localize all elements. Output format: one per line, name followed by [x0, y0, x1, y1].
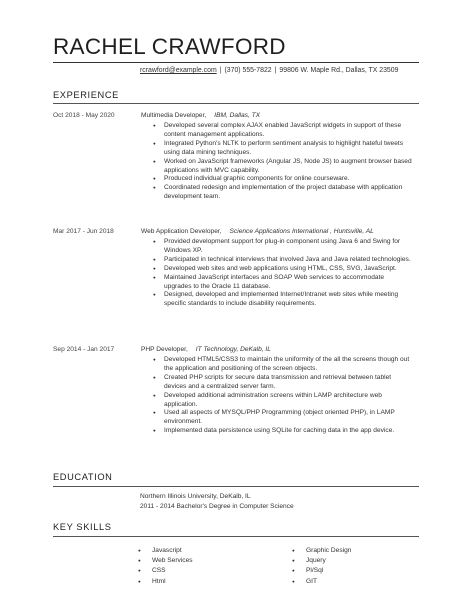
- job-title: [141, 112, 260, 119]
- job-employer: Science Applications International , Huntsville, AL: [229, 228, 374, 235]
- skill-item: ● Jquery: [292, 556, 351, 566]
- job-employer: IT Technology, DeKalb, IL: [195, 346, 271, 353]
- job-role: Multimedia Developer,: [141, 112, 207, 119]
- job-role: PHP Developer,: [141, 346, 188, 353]
- job-bullet: ● Developed additional administration screens within LAMP architecture web application.: [154, 392, 412, 410]
- job-bullet: ● Worked on JavaScript frameworks (Angular JS, Node JS) to augment browser based applications with MVC capability.: [154, 158, 412, 176]
- job-bullet-list: [154, 122, 412, 202]
- education-heading: EDUCATION: [53, 472, 113, 482]
- contact-line: [140, 67, 398, 74]
- job-bullet: ● Implemented data persistence using SQLite for caching data in the app device.: [154, 427, 412, 436]
- job-title: [141, 228, 374, 235]
- job-bullet: ● Maintained JavaScript interfaces and SOAP Web services to accommodate upgrades to the Oracle 11 database.: [154, 274, 412, 292]
- job-bullet: ● Developed several complex AJAX enabled JavaScript widgets in support of these content management applications.: [154, 122, 412, 140]
- experience-divider: [53, 103, 419, 104]
- job-bullet: ● Developed HTML5/CSS3 to maintain the uniformity of the all the screens though out the application and positioning of the screen objects.: [154, 356, 412, 374]
- education-school: Northern Illinois University, DeKalb, IL: [140, 493, 251, 500]
- skill-item: ● Html: [138, 577, 193, 587]
- job-dates: Mar 2017 - Jun 2018: [53, 228, 114, 235]
- job-bullet: ● Participated in technical interviews that involved Java and Java related technologies.: [154, 256, 412, 265]
- education-degree: 2011 - 2014 Bachelor's Degree in Computer Science: [140, 503, 294, 510]
- job-bullet: ● Created PHP scripts for secure data transmission and retrieval between tablet devices and a centralized server farm.: [154, 374, 412, 392]
- job-bullet: ● Provided development support for plug-in component using Java 6 and Swing for Windows XP.: [154, 238, 412, 256]
- email-link[interactable]: rcrawford@example.com: [140, 67, 217, 74]
- job-bullet: ● Integrated Python's NLTK to perform sentiment analysis to highlight hateful tweets using data mining techniques.: [154, 140, 412, 158]
- job-dates: Oct 2018 - May 2020: [53, 112, 115, 119]
- skills-list-right: [292, 546, 351, 587]
- skill-item: ● Graphic Design: [292, 546, 351, 556]
- skill-item: ● Web Services: [138, 556, 193, 566]
- experience-heading: EXPERIENCE: [53, 90, 119, 100]
- skill-item: ● CSS: [138, 566, 193, 576]
- job-dates: Sep 2014 - Jan 2017: [53, 346, 115, 353]
- job-bullet: ● Coordinated redesign and implementation of the project database with application development team.: [154, 184, 412, 202]
- skills-divider: [53, 536, 419, 537]
- skills-list-left: [138, 546, 193, 587]
- address: 99806 W. Maple Rd., Dallas, TX 23509: [279, 67, 399, 74]
- job-bullet: ● Used all aspects of MYSQL/PHP Programming (object oriented PHP), in LAMP environment.: [154, 409, 412, 427]
- job-bullet: ● Designed, developed and implemented Internet/Intranet web sites while meeting specific standards to include disability requirements.: [154, 291, 412, 309]
- job-employer: IBM, Dallas, TX: [214, 112, 261, 119]
- skills-heading: KEY SKILLS: [53, 522, 112, 532]
- header-divider: [53, 62, 419, 63]
- skill-item: ● GIT: [292, 577, 351, 587]
- education-entry: [140, 492, 294, 512]
- job-bullet: ● Developed web sites and web applications using HTML, CSS, SVG, JavaScript.: [154, 265, 412, 274]
- contact-separator: |: [219, 67, 222, 74]
- job-bullet: ● Produced individual graphic components for online courseware.: [154, 175, 412, 184]
- skill-item: ● Pl/Sql: [292, 566, 351, 576]
- education-divider: [53, 486, 419, 487]
- job-bullet-list: [154, 356, 412, 436]
- job-bullet-list: [154, 238, 412, 309]
- skill-item: ● Javascript: [138, 546, 193, 556]
- phone-number: (370) 555-7822: [224, 67, 272, 74]
- contact-separator: |: [274, 67, 277, 74]
- candidate-name: RACHEL CRAWFORD: [53, 34, 286, 59]
- job-title: [141, 346, 271, 353]
- job-role: Web Application Developer,: [141, 228, 222, 235]
